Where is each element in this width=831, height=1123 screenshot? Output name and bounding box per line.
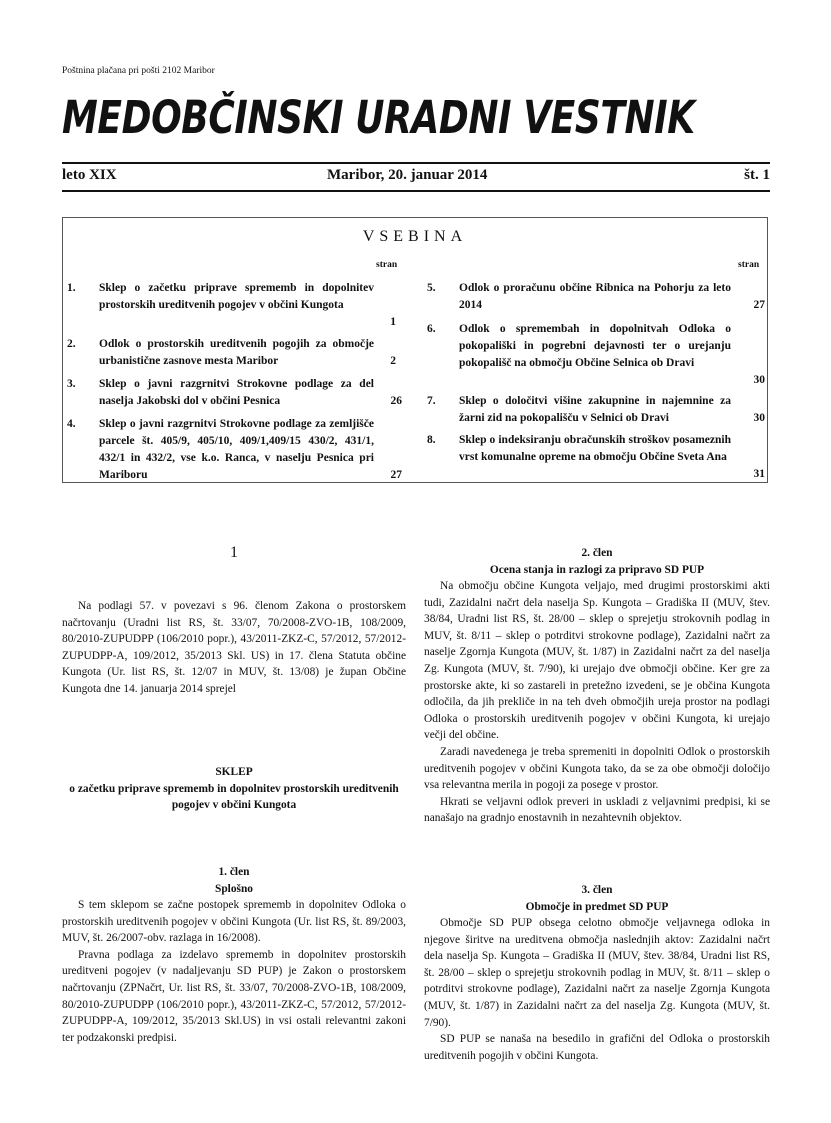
toc-entry[interactable]: 4. Sklep o javni razgrnitvi Strokovne podlage za zemljišče parcele št. 405/9, 405/10, 409/1,409/15 430/2, 431/1, 432/1 in 432/2, vse k.o. Ranca, v naselju Pesnica pri Mariboru 27 [67,418,402,481]
toc-title: VSEBINA [362,228,468,245]
article-3-body: Območje SD PUP obsega celotno območje veljavnega odloka in njegove širitve na ureditvena območja naslednjih aktov: Zazidalni načrt dela naselja Sp. Kungota – Gradiška II (MUV, štev. 38/84, Uradni list RS, št. 28/00 – sklep o sprejetju strokovnih podlag in MUV, št. 8/11 – sklep o potrditvi strokovne podlage), Zazidalni načrt za naselje Zgornja Kungota (MUV, št. 1/87) in Zazidalni načrt za del naselja Zg. Kungota (MUV, št. 7/90). SD PUP se nanaša na besedilo in grafični del Odloka o prostorskih ureditvenih pogojih v občini Kungota. [424,917,770,1062]
article-2-body: Na območju občine Kungota veljajo, med drugimi prostorskimi akti tudi, Zazidalni načrt dela naselja Sp. Kungota – Gradiška II (MUV, štev. 38/84, Uradni list RS, št. 28/00 – sklep o sprejetju strokovnih podlag in MUV, št. 8/11 – sklep o potrditvi strokovne podlage), Zazidalni načrt za naselje Zgornja Kungota (MUV, št. 1/87) in Zazidalni načrt za del naselja Zg. Kungota (MUV, št. 7/90), ki urejajo dve območji občine. Ker gre za prostorske akte, ki so zastareli in pretežno izvedeni, se je občina Kungota odločila, da jih prekliče in na teh dveh območjih ureja prostor na podlagi Odloka o prostorskih ureditvenih pogojev v občini Kungota, ki urejajo večji del občine. Zaradi navedenega je treba spremeniti in dopolniti Odlok o prostorskih ureditvenih pogojev v občini Kungota tako, da se za obe območji določijo vsa relevantna merila in pogoji za posege v prostor. Hkrati se veljavni odlok preveri in uskladi z veljavnimi predpisi, ki se nanašajo na gradnjo enostavnih in nezahtevnih objektov. [424,580,770,825]
issue-row [62,167,770,187]
toc-entry[interactable]: 7. Sklep o določitvi višine zakupnine in najemnine za žarni zid na pokopališču v Selnici ob Dravi 30 [427,395,765,424]
masthead-title: MEDOBČINSKI URADNI VESTNIK [62,91,695,144]
postage-note: Poštnina plačana pri pošti 2102 Maribor [62,66,215,76]
toc-entry[interactable]: 3. Sklep o javni razgrnitvi Strokovne podlage za del naselja Jakobski dol v občini Pesnica 26 [67,378,402,407]
toc-entry[interactable]: 8. Sklep o indeksiranju obračunskih stroškov posameznih vrst komunalne opreme na območju Občine Sveta Ana 31 [427,434,765,480]
act-intro: Na podlagi 57. v povezavi s 96. členom Zakona o prostorskem načrtovanju (Uradni list RS, št. 33/07, 70/2008-ZVO-1B, 108/2009, 80/2010-ZUPUDPP (106/2010 popr.), 43/2011-ZKZ-C, 57/2012, 57/2012-ZUPUDPP-A, 109/2012, 35/2013 Skl. US) in 17. člena Statuta občine Kungota (Ur. list RS, št. 12/07 in MUV, št. 13/08) je župan Občine Kungota dne 14. januarja 2014 sprejel [62,600,406,695]
issue-number: št. 1 [744,167,770,183]
article-1-body: S tem sklepom se začne postopek sprememb in dopolnitev Odloka o prostorskih ureditvenih pogojev v občini Kungota (Ur. list RS, št. 89/2003, MUV, št. 26/2007-obv. razlaga in 16/2008). Pravna podlaga za izdelavo sprememb in dopolnitev prostorskih ureditveni pogojev (v nadaljevanju SD PUP) je Zakon o prostorskem načrtovanju (ZPNačrt, Ur. list RS, št. 33/07, 70/2008-ZVO-1B, 108/2009, 80/2010-ZUPUDPP (106/2010 popr.), 43/2011-ZKZ-C, 57/2012, 57/2012-ZUPUDPP-A, 109/2012, 35/2013 Skl.US) in vsi ostali relevantni zakoni ter podzakonski predpisi. [62,899,406,1044]
table-of-contents [62,217,768,483]
toc-page-label-left: stran [376,260,398,270]
article-3-heading: 3. člen Območje in predmet SD PUP [525,884,669,913]
toc-page-label-right: stran [738,260,760,270]
toc-entry[interactable]: 2. Odlok o prostorskih ureditvenih pogojih za območje urbanistične zasnove mesta Maribor 2 [67,338,396,367]
issue-place-date: Maribor, 20. januar 2014 [327,167,488,183]
act-number: 1 [230,544,238,561]
toc-entry[interactable]: 6. Odlok o spremembah in dopolnitvah Odloka o pokopališki in pogrebni dejavnosti ter o urejanju pokopališč na območju Občine Selnica ob Dravi 30 [427,323,765,386]
masthead-rule-bottom [62,190,770,192]
article-2-heading: 2. člen Ocena stanja in razlogi za pripravo SD PUP [489,547,705,576]
act-title: SKLEP o začetku priprave sprememb in dopolnitev prostorskih ureditvenih pogojev v občini Kungota [69,766,399,812]
toc-entry[interactable]: 1. Sklep o začetku priprave sprememb in dopolnitev prostorskih ureditvenih pogojev v občini Kungota 1 [67,282,396,328]
toc-entry[interactable]: 5. Odlok o proračunu občine Ribnica na Pohorju za leto 2014 27 [427,282,765,311]
masthead-rule-top [62,162,770,164]
article-1-heading: 1. člen Splošno [215,866,253,895]
issue-year: leto XIX [62,167,117,183]
